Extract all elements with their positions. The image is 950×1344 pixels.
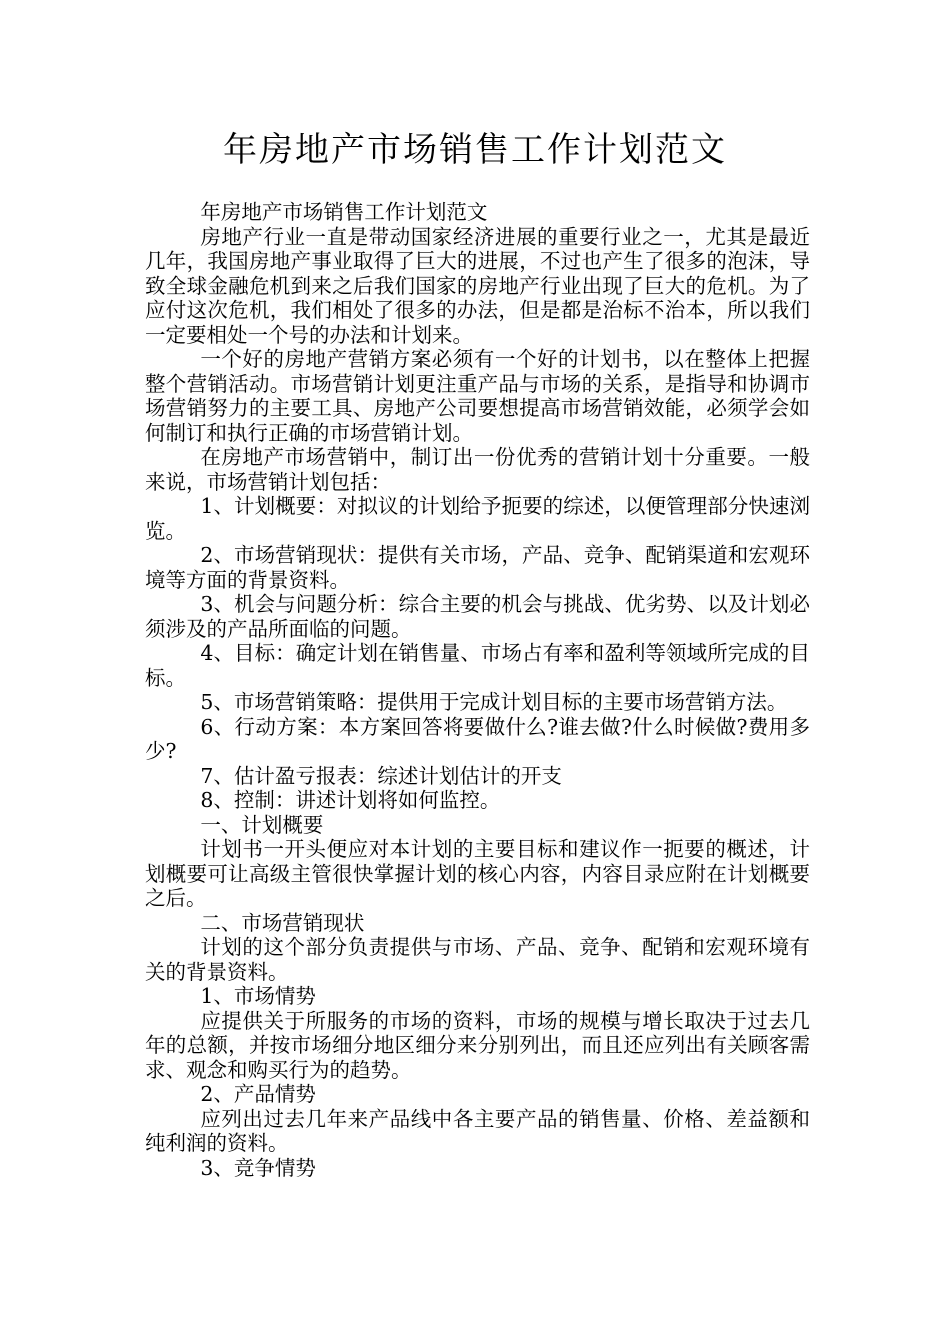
paragraph-product-situation: 应列出过去几年来产品线中各主要产品的销售量、价格、差益额和纯利润的资料。	[145, 1106, 810, 1155]
list-item-opportunity-analysis: 3、机会与问题分析：综合主要的机会与挑战、优劣势、以及计划必须涉及的产品所面临的问题。	[145, 592, 810, 641]
list-item-marketing-status: 2、市场营销现状：提供有关市场，产品、竞争、配销渠道和宏观环境等方面的背景资料。	[145, 543, 810, 592]
paragraph-intro: 房地产行业一直是带动国家经济进展的重要行业之一，尤其是最近几年，我国房地产事业取得了巨大的进展，不过也产生了很多的泡沫，导致全球金融危机到来之后我们国家的房地产行业出现了巨大的危机。为了应付这次危机，我们相处了很多的办法，但是都是治标不治本，所以我们一定要相处一个号的办法和计划来。	[145, 224, 810, 347]
list-item-plan-summary: 1、计划概要：对拟议的计划给予扼要的综述，以便管理部分快速浏览。	[145, 494, 810, 543]
section-heading-plan-summary: 一、计划概要	[200, 812, 324, 837]
paragraph-marketing-status: 计划的这个部分负责提供与市场、产品、竞争、配销和宏观环境有关的背景资料。	[145, 935, 810, 984]
section-heading-marketing-status: 二、市场营销现状	[200, 910, 365, 935]
list-item-objectives: 4、目标：确定计划在销售量、市场占有率和盈利等领域所完成的目标。	[145, 641, 810, 690]
paragraph-market-situation: 应提供关于所服务的市场的资料，市场的规模与增长取决于过去几年的总额，并按市场细分地区细分来分别列出，而且还应列出有关顾客需求、观念和购买行为的趋势。	[145, 1008, 810, 1082]
paragraph-subtitle: 年房地产市场销售工作计划范文	[200, 200, 488, 224]
subheading-product-situation: 2、产品情势	[200, 1082, 316, 1106]
paragraph-plan-importance: 一个好的房地产营销方案必须有一个好的计划书，以在整体上把握整个营销活动。市场营销计划更注重产品与市场的关系，是指导和协调市场营销努力的主要工具、房地产公司要想提高市场营销效能，必须学会如何制订和执行正确的市场营销计划。	[145, 347, 810, 445]
list-item-marketing-strategy: 5、市场营销策略：提供用于完成计划目标的主要市场营销方法。	[200, 690, 788, 714]
list-item-action-plan: 6、行动方案：本方案回答将要做什么?谁去做?什么时候做?费用多少?	[145, 714, 810, 763]
document-title: 年房地产市场销售工作计划范文	[223, 130, 727, 170]
paragraph-plan-summary: 计划书一开头便应对本计划的主要目标和建议作一扼要的概述，计划概要可让高级主管很快掌握计划的核心内容，内容目录应附在计划概要之后。	[145, 837, 810, 910]
list-item-control: 8、控制：讲述计划将如何监控。	[200, 788, 501, 812]
subheading-competition-situation: 3、竞争情势	[200, 1155, 316, 1180]
subheading-market-situation: 1、市场情势	[200, 984, 316, 1008]
paragraph-plan-contents: 在房地产市场营销中，制订出一份优秀的营销计划十分重要。一般来说，市场营销计划包括：	[145, 445, 810, 494]
list-item-profit-loss: 7、估计盈亏报表：综述计划估计的开支	[200, 763, 562, 788]
document-body	[145, 200, 810, 1180]
